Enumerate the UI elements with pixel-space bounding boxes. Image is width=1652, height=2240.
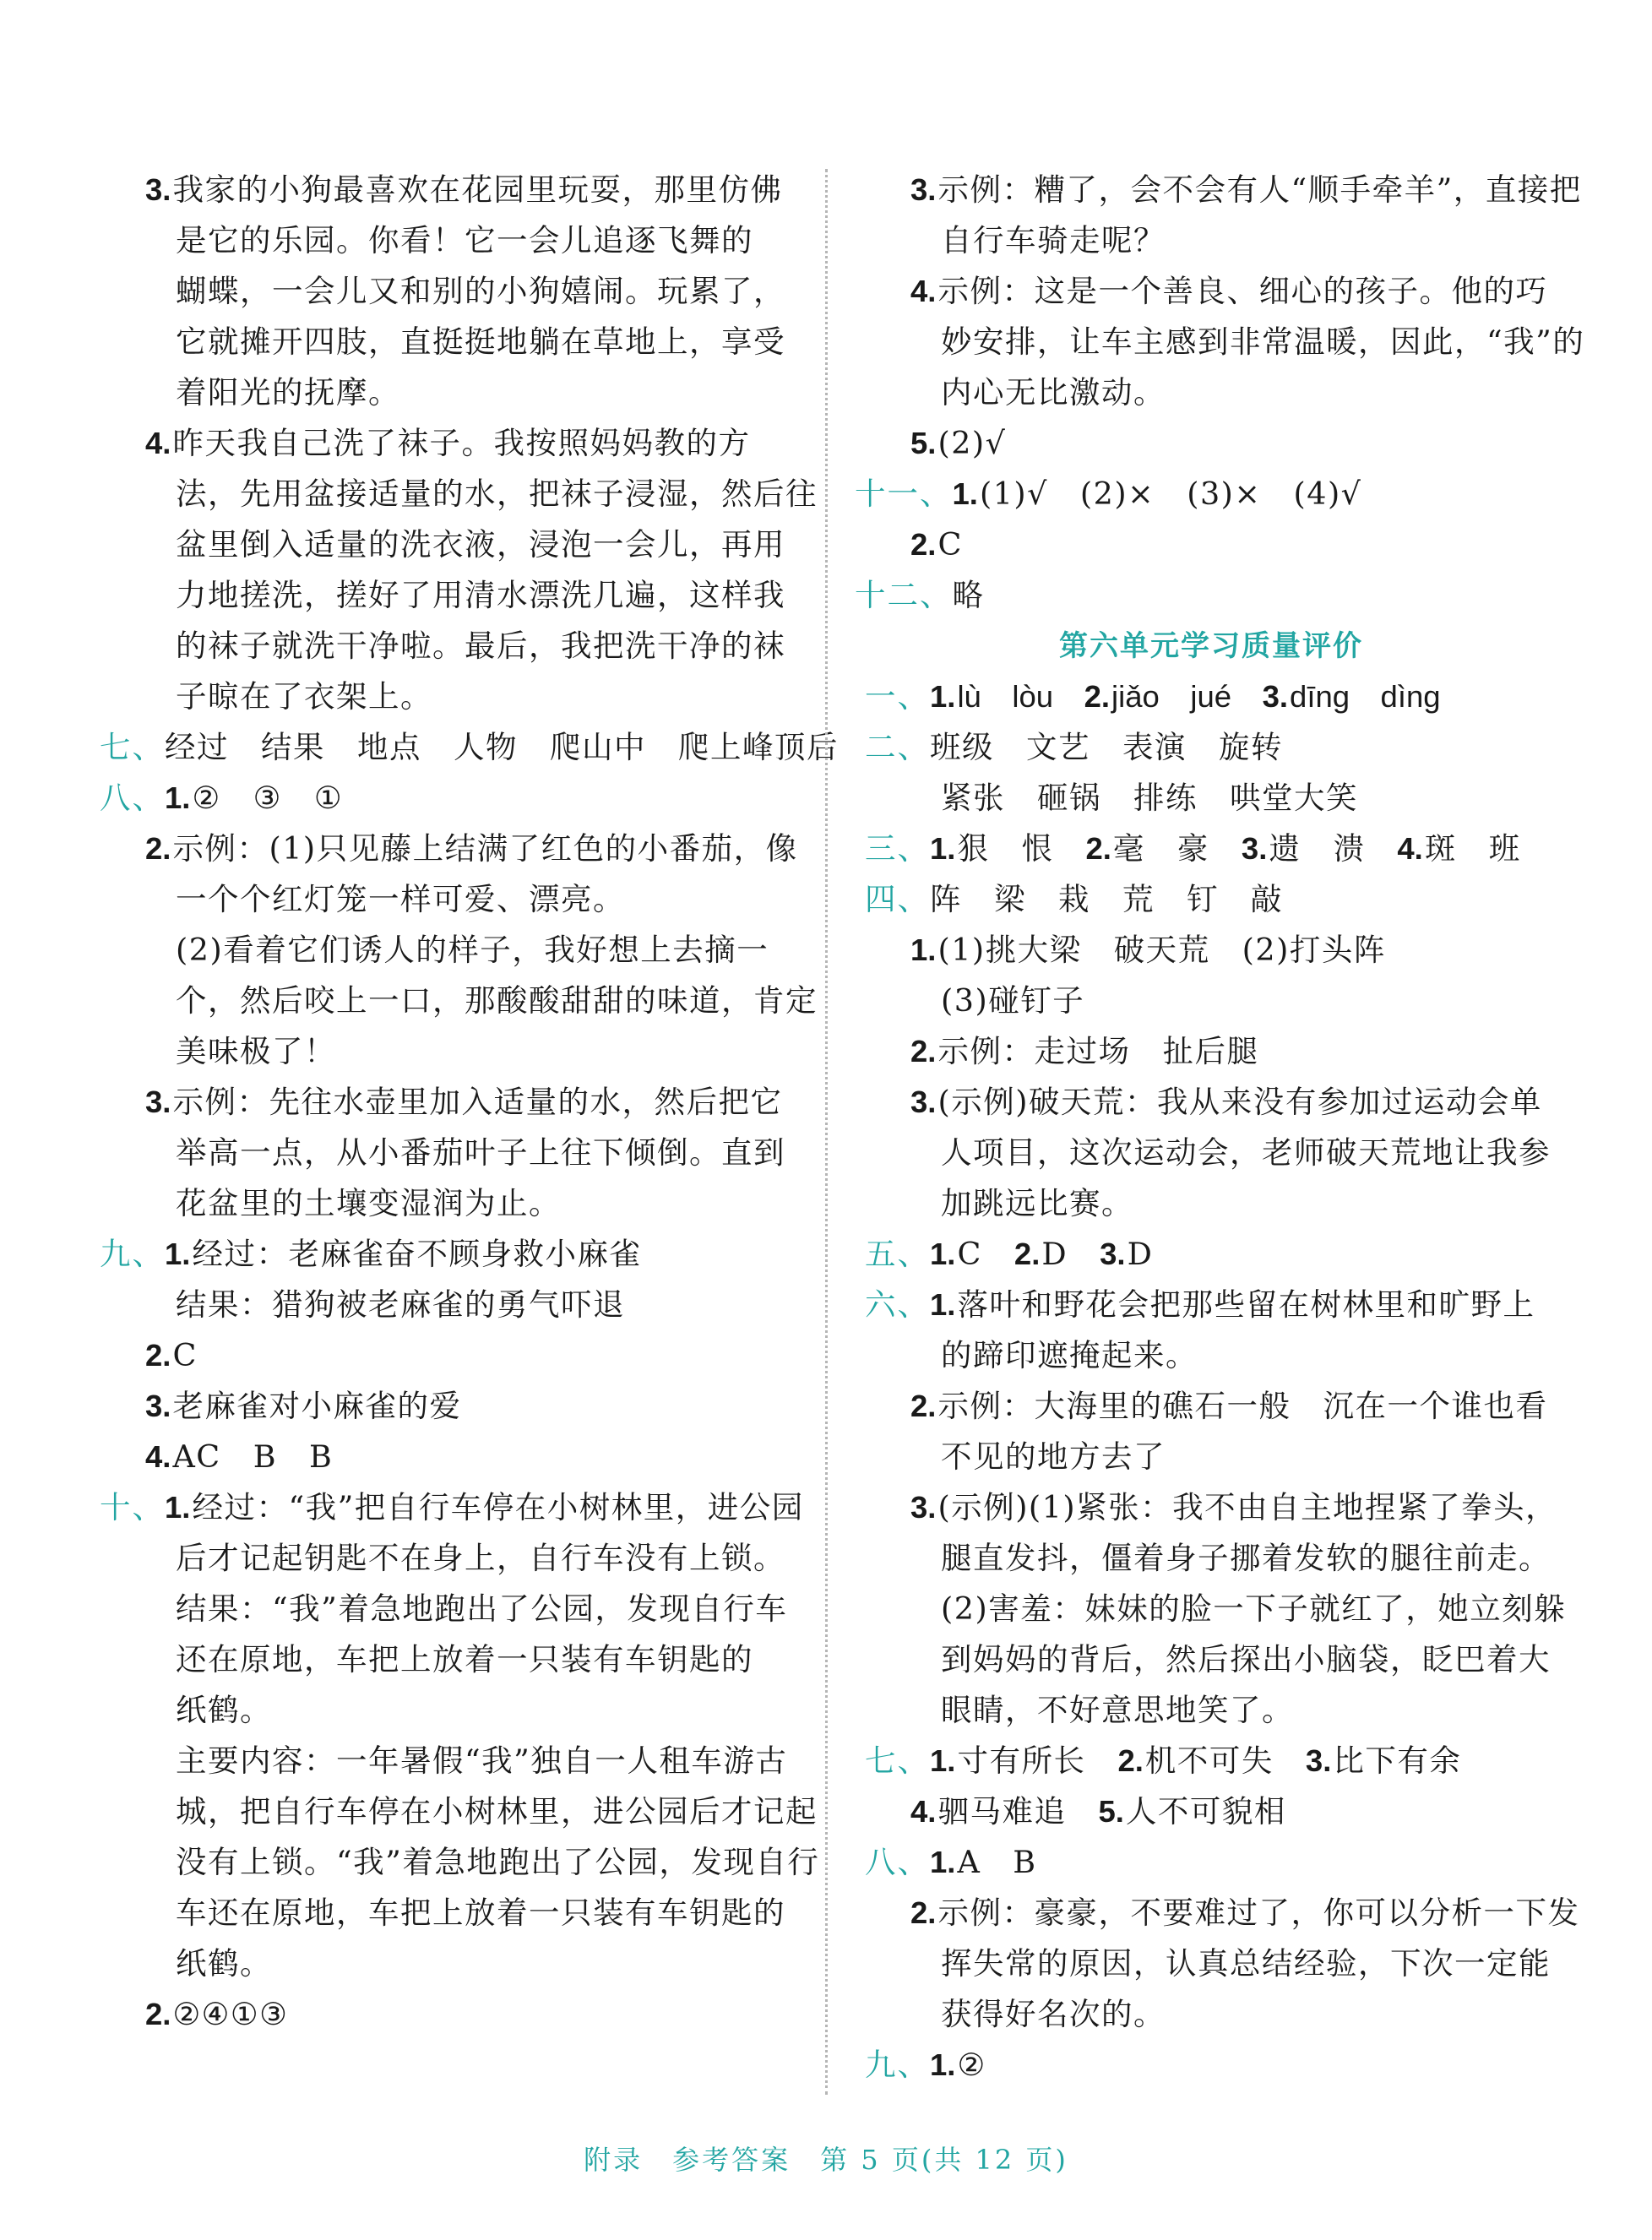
answer-line	[100, 671, 792, 722]
answer-line	[100, 722, 839, 773]
section-number: 八、	[865, 1844, 930, 1880]
answer-line	[100, 824, 798, 874]
answer-line	[865, 1634, 1557, 1685]
answer-text: 的袜子就洗干净啦。最后，我把洗干净的袜	[176, 628, 785, 664]
answer-line	[100, 367, 792, 418]
answer-text: 着阳光的抚摩。	[176, 374, 400, 410]
item-number: 3.	[910, 1490, 937, 1525]
answer-text: A B	[957, 1844, 1037, 1880]
answer-text: 遗 溃	[1269, 830, 1398, 867]
answer-text: dīng dìng	[1290, 679, 1441, 714]
answer-text: 腿直发抖，僵着身子挪着发软的腿往前走。	[941, 1540, 1551, 1576]
answer-line	[865, 1280, 1557, 1330]
section-number: 一、	[865, 678, 930, 715]
answer-line	[100, 1786, 818, 1837]
answer-text: 人项目，这次运动会，老师破天荒地让我参	[941, 1134, 1551, 1171]
answer-line	[865, 1330, 1557, 1381]
answer-line	[865, 824, 1557, 874]
answer-line	[865, 1888, 1580, 1938]
section-number: 十一、	[855, 476, 953, 512]
item-number: 3.	[145, 172, 171, 207]
answer-text: 紧张 砸锅 排练 哄堂大笑	[941, 780, 1358, 816]
answer-text: 个，然后咬上一口，那酸酸甜甜的味道，肯定	[176, 982, 818, 1019]
answer-line	[865, 519, 1557, 570]
answer-text: 示例：走过场 扯后腿	[937, 1033, 1259, 1069]
answer-text: 结果：猎狗被老麻雀的勇气吓退	[176, 1286, 625, 1323]
answer-text: (3)碰钉子	[941, 982, 1085, 1019]
item-number: 3.	[145, 1389, 171, 1423]
answer-line	[100, 266, 792, 317]
answer-line	[100, 1888, 792, 1938]
answer-line	[100, 215, 792, 266]
section-number: 十二、	[855, 577, 953, 613]
answer-line	[865, 165, 1582, 215]
answer-text: 示例：大海里的礁石一般 沉在一个谁也看	[937, 1388, 1548, 1424]
item-number: 5.	[910, 426, 937, 460]
page-footer: 附录 参考答案 第 5 页(共 12 页)	[584, 2144, 1068, 2176]
answer-line	[865, 1685, 1557, 1736]
answer-line	[865, 367, 1557, 418]
answer-line	[100, 165, 792, 215]
section-number: 四、	[865, 881, 930, 917]
answer-text: 子晾在了衣架上。	[176, 678, 432, 715]
answer-line	[100, 570, 792, 621]
answer-text: 自行车骑走呢？	[941, 222, 1166, 258]
answer-text: (示例)破天荒：我从来没有参加过运动会单	[937, 1084, 1542, 1120]
answer-line	[855, 469, 1557, 519]
answer-text: 驷马难追	[937, 1793, 1099, 1830]
answer-line	[100, 1280, 792, 1330]
answer-text: 力地搓洗，搓好了用清水漂洗几遍，这样我	[176, 577, 785, 613]
answer-line	[865, 1229, 1557, 1280]
answer-line	[100, 1026, 792, 1077]
answer-text: 眼睛，不好意思地笑了。	[941, 1692, 1294, 1728]
answer-line	[865, 1786, 1557, 1837]
answer-line	[865, 1432, 1557, 1482]
item-number: 1.	[930, 1743, 956, 1778]
item-number: 4.	[910, 1794, 937, 1829]
answer-line	[100, 925, 792, 976]
item-number: 5.	[1098, 1794, 1124, 1829]
answer-line	[100, 1432, 792, 1482]
answer-line	[865, 215, 1557, 266]
answer-line	[865, 317, 1585, 367]
section-number: 二、	[865, 729, 930, 765]
answer-line	[100, 1989, 792, 2040]
right-column	[855, 165, 1585, 2090]
answer-line	[865, 925, 1557, 976]
answer-text: C	[957, 1236, 1014, 1272]
answer-text: 寸有所长	[957, 1743, 1118, 1779]
answer-line	[865, 722, 1557, 773]
answer-line	[865, 1128, 1557, 1178]
answer-text: D	[1041, 1236, 1100, 1272]
answer-text: 狠 恨	[957, 830, 1086, 867]
answer-line	[100, 773, 792, 824]
item-number: 1.	[930, 831, 956, 866]
answer-text: AC B B	[172, 1438, 334, 1475]
answer-line	[100, 874, 792, 925]
answer-line	[865, 1989, 1557, 2040]
answer-line	[100, 1077, 792, 1128]
answer-text: 斑 班	[1424, 830, 1521, 867]
answer-text: 加跳远比赛。	[941, 1185, 1133, 1221]
answer-text: 我家的小狗最喜欢在花园里玩耍，那里仿佛	[172, 171, 783, 208]
answer-text: jiǎo jué	[1111, 679, 1263, 714]
answer-line	[865, 874, 1557, 925]
answer-text: 示例：糟了，会不会有人“顺手牵羊”，直接把	[937, 171, 1582, 208]
answer-text: 示例：豪豪，不要难过了，你可以分析一下发	[937, 1895, 1580, 1931]
answer-text: 盆里倒入适量的洗衣液，浸泡一会儿，再用	[176, 526, 785, 563]
item-number: 2.	[910, 1034, 937, 1068]
answer-text: 是它的乐园。你看！它一会儿追逐飞舞的	[176, 222, 753, 258]
answer-text: (1)挑大梁 破天荒 (2)打头阵	[937, 932, 1386, 968]
answer-line	[100, 1938, 792, 1989]
answer-text: 不见的地方去了	[941, 1438, 1166, 1475]
answer-text: 经过 结果 地点 人物 爬山中 爬上峰顶后	[165, 729, 839, 765]
answer-text: 比下有余	[1333, 1743, 1462, 1779]
section-number: 七、	[865, 1743, 930, 1779]
answer-line	[865, 1584, 1567, 1634]
item-number: 2.	[145, 1997, 171, 2031]
answer-text: 获得好名次的。	[941, 1996, 1166, 2032]
column-divider	[825, 169, 828, 2095]
answer-text: 美味极了！	[176, 1033, 336, 1069]
answer-text: 车还在原地，车把上放着一只装有车钥匙的	[176, 1895, 785, 1931]
answer-text: 挥失常的原因，认真总结经验，下次一定能	[941, 1945, 1551, 1982]
item-number: 2.	[1084, 679, 1111, 714]
answer-line	[100, 469, 818, 519]
item-number: 4.	[910, 274, 937, 308]
answer-line	[865, 1482, 1557, 1533]
item-number: 2.	[910, 1895, 937, 1930]
answer-text: 到妈妈的背后，然后探出小脑袋，眨巴着大	[941, 1641, 1551, 1677]
item-number: 2.	[1085, 831, 1111, 866]
answer-text: C	[172, 1337, 198, 1373]
section-number: 八、	[100, 780, 165, 816]
answer-text: lù lòu	[957, 679, 1084, 714]
item-number: 1.	[930, 1287, 956, 1322]
left-column	[100, 165, 839, 2040]
answer-text: ②④①③	[172, 1996, 289, 2032]
answer-text: 后才记起钥匙不在身上，自行车没有上锁。	[176, 1540, 785, 1576]
answer-text: 班级 文艺 表演 旋转	[930, 729, 1283, 765]
answer-text: 略	[952, 577, 985, 613]
answer-text: 人不可貌相	[1125, 1793, 1286, 1830]
answer-text: 主要内容：一年暑假“我”独自一人租车游古	[176, 1743, 788, 1779]
answer-text: 纸鹤。	[176, 1692, 272, 1728]
item-number: 1.	[952, 476, 978, 511]
item-number: 2.	[145, 1338, 171, 1373]
answer-line	[865, 1837, 1557, 1888]
answer-line	[865, 1381, 1557, 1432]
answer-line	[100, 1482, 804, 1533]
answer-line	[100, 621, 792, 671]
answer-line	[100, 1381, 792, 1432]
answer-text: 示例：这是一个善良、细心的孩子。他的巧	[937, 273, 1548, 309]
answer-line	[100, 519, 792, 570]
answer-line	[100, 418, 792, 469]
answer-text: 还在原地，车把上放着一只装有车钥匙的	[176, 1641, 753, 1677]
answer-line	[865, 1077, 1557, 1128]
answer-line	[865, 1533, 1557, 1584]
item-number: 3.	[145, 1085, 171, 1119]
answer-text: 老麻雀对小麻雀的爱	[172, 1388, 462, 1424]
section-number: 五、	[865, 1236, 930, 1272]
answer-line	[865, 1736, 1557, 1786]
item-number: 2.	[1013, 1237, 1041, 1271]
answer-line	[100, 1837, 820, 1888]
answer-text: 的蹄印遮掩起来。	[941, 1337, 1198, 1373]
item-number: 1.	[910, 932, 937, 967]
item-number: 1.	[165, 780, 191, 815]
item-number: 4.	[145, 426, 171, 460]
answer-text: C	[937, 526, 963, 563]
item-number: 3.	[1262, 679, 1289, 714]
answer-line	[100, 317, 792, 367]
item-number: 3.	[1241, 831, 1268, 866]
item-number: 1.	[930, 1845, 956, 1879]
answer-line	[865, 976, 1557, 1026]
answer-line	[855, 570, 1557, 621]
answer-text: 内心无比激动。	[941, 374, 1166, 410]
answer-text: 示例：先往水壶里加入适量的水，然后把它	[172, 1084, 783, 1120]
answer-line	[865, 1938, 1557, 1989]
section-number: 七、	[100, 729, 165, 765]
answer-text: 纸鹤。	[176, 1945, 272, 1982]
answer-text: (2)看着它们诱人的样子，我好想上去摘一	[176, 932, 769, 968]
answer-text: (示例)(1)紧张：我不由自主地捏紧了拳头，	[937, 1489, 1558, 1525]
answer-line	[865, 773, 1557, 824]
answer-text: 毫 豪	[1112, 830, 1242, 867]
item-number: 3.	[910, 172, 937, 207]
answer-text: 蝴蝶，一会儿又和别的小狗嬉闹。玩累了，	[176, 273, 785, 309]
answer-text: 一个个红灯笼一样可爱、漂亮。	[176, 881, 625, 917]
item-number: 2.	[910, 1389, 937, 1423]
answer-line	[100, 1634, 792, 1685]
item-number: 3.	[1100, 1237, 1126, 1271]
answer-line	[100, 1685, 792, 1736]
answer-text: 花盆里的土壤变湿润为止。	[176, 1185, 561, 1221]
answer-text: 没有上锁。“我”着急地跑出了公园，发现自行	[176, 1844, 820, 1880]
item-number: 2.	[145, 831, 171, 866]
section-number: 九、	[865, 2047, 930, 2083]
answer-line	[865, 418, 1557, 469]
answer-text: 法，先用盆接适量的水，把袜子浸湿，然后往	[176, 476, 818, 512]
answer-line	[100, 1229, 792, 1280]
answer-text: (2)害羞：妹妹的脸一下子就红了，她立刻躲	[941, 1590, 1567, 1627]
answer-text: D	[1127, 1236, 1154, 1272]
answer-line	[865, 1178, 1557, 1229]
item-number: 3.	[1305, 1743, 1332, 1778]
answer-text: 举高一点，从小番茄叶子上往下倾倒。直到	[176, 1134, 785, 1171]
answer-text: 结果：“我”着急地跑出了公园，发现自行车	[176, 1590, 788, 1627]
answer-line	[865, 671, 1557, 722]
item-number: 1.	[930, 2047, 956, 2082]
answer-text: 昨天我自己洗了袜子。我按照妈妈教的方	[172, 425, 751, 461]
section-number: 九、	[100, 1236, 165, 1272]
answer-text: 城，把自行车停在小树林里，进公园后才记起	[176, 1793, 818, 1830]
answer-text: 妙安排，让车主感到非常温暖，因此，“我”的	[941, 323, 1585, 360]
answer-text: ②	[957, 2047, 986, 2083]
section-number: 三、	[865, 830, 930, 867]
answer-text: (2)√	[937, 425, 1007, 461]
answer-line	[100, 1736, 792, 1786]
item-number: 1.	[165, 1237, 191, 1271]
answer-line	[100, 1178, 792, 1229]
item-number: 1.	[930, 1237, 956, 1271]
answer-line	[100, 1584, 792, 1634]
answer-text: 它就摊开四肢，直挺挺地躺在草地上，享受	[176, 323, 785, 360]
answer-text: 机不可失	[1144, 1743, 1306, 1779]
item-number: 2.	[1117, 1743, 1144, 1778]
answer-text: 经过：老麻雀奋不顾身救小麻雀	[192, 1236, 642, 1272]
answer-text: ② ③ ①	[192, 780, 344, 816]
answer-line	[865, 2040, 1557, 2090]
item-number: 4.	[145, 1439, 171, 1474]
section-number: 六、	[865, 1286, 930, 1323]
answer-line	[865, 1026, 1557, 1077]
item-number: 2.	[910, 527, 937, 562]
answer-text: 经过：“我”把自行车停在小树林里，进公园	[192, 1489, 804, 1525]
section-heading: 第六单元学习质量评价	[1059, 629, 1363, 663]
item-number: 4.	[1397, 831, 1423, 866]
answer-line	[100, 976, 818, 1026]
item-number: 1.	[165, 1490, 191, 1525]
answer-line	[865, 266, 1557, 317]
answer-text: 示例：(1)只见藤上结满了红色的小番茄，像	[172, 830, 798, 867]
answer-text: 阵 梁 栽 荒 钉 敲	[930, 881, 1283, 917]
answer-line	[100, 1128, 792, 1178]
item-number: 3.	[910, 1085, 937, 1119]
answer-line	[100, 1533, 792, 1584]
answer-text: (1)√ (2)× (3)× (4)√	[979, 476, 1362, 512]
answer-line	[100, 1330, 792, 1381]
section-number: 十、	[100, 1489, 165, 1525]
answer-text: 落叶和野花会把那些留在树林里和旷野上	[957, 1286, 1535, 1323]
item-number: 1.	[930, 679, 956, 714]
